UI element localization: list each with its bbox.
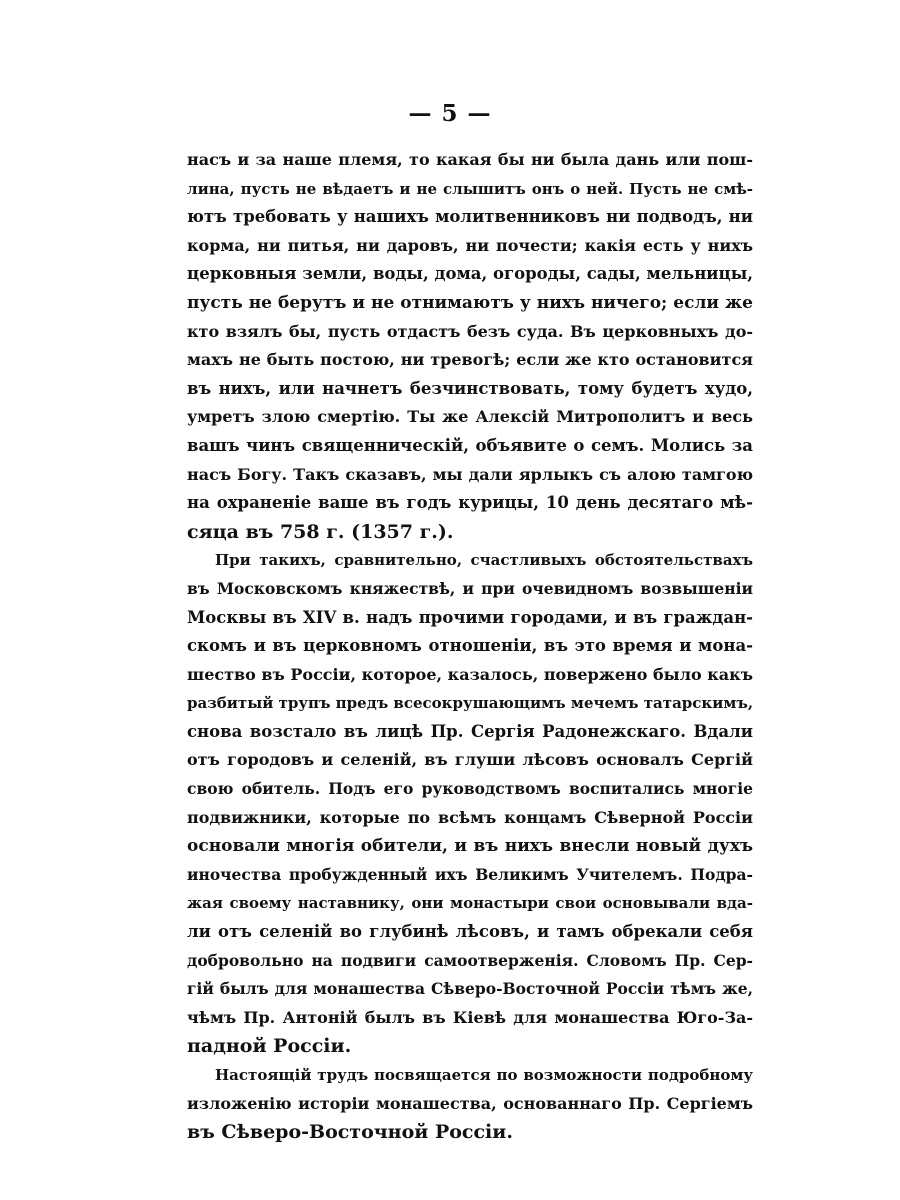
text-line: на охраненіе ваше въ годъ курицы, 10 день десятаго мѣ- [187,493,753,513]
text-line: скомъ и въ церковномъ отношеніи, въ это время и мона- [187,636,753,656]
text-line: свою обитель. Подъ его руководствомъ воспитались многіе [187,779,753,799]
text-line: ютъ требовать у нашихъ молитвенниковъ ни подводъ, ни [187,207,753,227]
text-line: гій былъ для монашества Сѣверо-Восточной Россіи тѣмъ же, [187,979,753,999]
paragraph-yarlyk-quote [187,146,753,546]
text-line: махъ не быть постою, ни тревогѣ; если же кто остановится [187,350,753,370]
text-line: Настоящій трудъ посвящается по возможности подробному [215,1066,753,1084]
text-line: насъ и за наше племя, то какая бы ни была дань или пош- [187,150,753,169]
text-line: шество въ Россіи, которое, казалось, повержено было какъ [187,664,753,684]
text-line: основали многія обители, и въ нихъ внесли новый духъ [187,836,753,857]
text-line: разбитый трупъ предъ всесокрушающимъ мечемъ татарскимъ, [187,694,754,713]
text-line: корма, ни питья, ни даровъ, ни почести; какія есть у нихъ [187,235,753,255]
text-line: насъ Богу. Такъ сказавъ, мы дали ярлыкъ съ алою тамгою [187,464,753,484]
text-line: При такихъ, сравнительно, счастливыхъ обстоятельствахъ [215,551,753,570]
text-line: отъ городовъ и селеній, въ глуши лѣсовъ основалъ Сергій [187,750,753,770]
text-line: падной Россіи. [187,1035,352,1058]
text-line: снова возстало въ лицѣ Пр. Сергія Радонежскаго. Вдали [187,721,753,741]
text-line: кто взялъ бы, пусть отдастъ безъ суда. Въ церковныхъ до- [187,321,753,341]
text-line: вашъ чинъ священническій, объявите о семъ. Молись за [187,435,753,455]
text-line: лина, пусть не вѣдаетъ и не слышитъ онъ о ней. Пусть не смѣ- [187,179,753,198]
paragraph-sergius-monasticism [187,546,753,1061]
text-line: ли отъ селеній во глубинѣ лѣсовъ, и тамъ обрекали себя [187,922,753,942]
text-line: жая своему наставнику, они монастыри свои основывали вда- [187,894,753,913]
text-line: въ Сѣверо-Восточной Россіи. [187,1121,513,1144]
text-line: умретъ злою смертію. Ты же Алексій Митрополитъ и весь [187,407,753,427]
text-line: подвижники, которые по всѣмъ концамъ Сѣверной Россіи [187,807,753,827]
text-line: въ Московскомъ княжествѣ, и при очевидномъ возвышеніи [187,578,753,598]
text-line: въ нихъ, или начнетъ безчинствовать, тому будетъ худо, [187,378,753,398]
text-line: добровольно на подвиги самоотверженія. Словомъ Пр. Сер- [187,950,753,970]
text-line: изложенію исторіи монашества, основаннаго Пр. Сергіемъ [187,1093,753,1113]
body-text [187,146,753,1147]
text-line: иночества пробужденный ихъ Великимъ Учителемъ. Подра- [187,864,753,884]
text-line: пусть не берутъ и не отнимаютъ у нихъ ничего; если же [187,292,753,313]
paragraph-work-dedication [187,1061,753,1147]
text-line: чѣмъ Пр. Антоній былъ въ Кіевѣ для монашества Юго-За- [187,1007,753,1027]
text-line: сяца въ 758 г. (1357 г.). [187,520,454,543]
page-number: — 5 — [408,100,492,127]
text-line: Москвы въ XIV в. надъ прочими городами, и въ граждан- [187,607,753,627]
text-line: церковныя земли, воды, дома, огороды, сады, мельницы, [187,264,753,284]
